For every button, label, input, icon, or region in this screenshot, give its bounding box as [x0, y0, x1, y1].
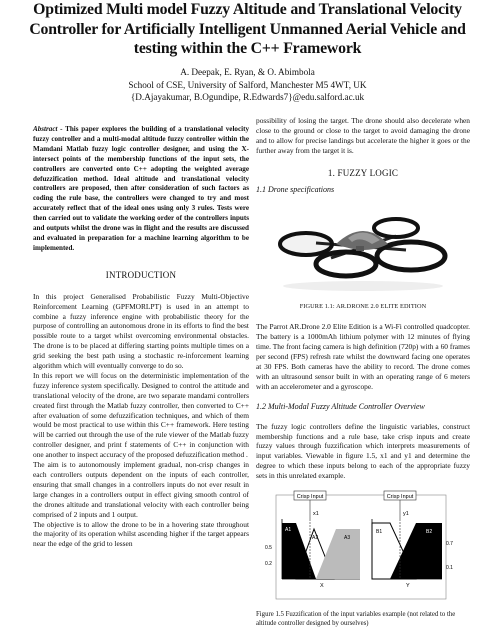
fuzzy-controller-paragraph: The fuzzy logic controllers define the linguistic variables, construct membership functions and a rule base, take crisp inputs and create fuzzy values through fuzzification which interprets measurements of input variables. Viewable in figure 1.5, x1 and y1 and determine the degree to which these inputs belong to each of the appropriate fuzzy sets in this unrelated example.: [256, 421, 470, 481]
abstract-label: Abstract: [33, 125, 58, 133]
y-axis-label: Y: [406, 583, 410, 590]
author-affiliation: School of CSE, University of Salford, Manchester M5 4WT, UK: [128, 79, 367, 90]
section-1-heading: 1. FUZZY LOGIC: [327, 167, 399, 178]
mu-b1-value: 0.1: [446, 565, 453, 572]
y1-label: y1: [403, 511, 409, 518]
x1-label: x1: [313, 511, 319, 518]
mu-a1-value: 0.5: [265, 545, 272, 552]
mu-a2-value: 0.2: [265, 561, 272, 568]
abstract: [33, 125, 249, 254]
x-axis-label: X: [320, 583, 324, 590]
left-column: [33, 125, 249, 549]
drone-spec-paragraph: The Parrot AR.Drone 2.0 Elite Edition is a Wi-Fi controlled quadcopter. The battery is a 1000mAh lithium polymer with 12 minutes of flying time. The front facing camera is high definition (720p) with a 60 frames per second (FPS) refresh rate whilst the downward facing one operates at 30 FPS. Both cameras have the ability to record. The drone comes with an ultrasound sensor built in with an operating range of 6 meters with an accelerometer and a gyroscope.: [256, 322, 470, 391]
mu-b2-value: 0.7: [446, 541, 453, 548]
fuzzification-figure: [256, 489, 470, 604]
crisp-input-label-2: Crisp Input: [386, 494, 414, 501]
drone-photo: [256, 198, 470, 298]
author-block: [30, 66, 465, 104]
introduction-heading: INTRODUCTION: [105, 269, 177, 280]
intro-paragraph-4: The objective is to allow the drone to be in a hovering state throughout the majority of its operation whilst ascending higher if the target appears near the edge of the grid to lessen: [33, 519, 249, 549]
author-emails: {D.Ajayakumar, B.Ogundipe, R.Edwards7}@edu.salford.ac.uk: [130, 92, 365, 102]
subsection-1-1-heading: 1.1 Drone specifications: [256, 184, 335, 194]
fuzzification-diagram: [256, 489, 470, 604]
intro-paragraph-3: The aim is to autonomously implement gradual, non-crisp changes in each controllers outputs dependent on the inputs of each controller, ensuring that small changes in a controllers inputs do not ever result in large changes in a controllers output in effect giving smooth control of the drones altitude and translational velocity with each controller being comprised of 2 inputs and 1 output.: [33, 460, 249, 519]
set-a3-label: A3: [344, 535, 351, 542]
figure-1-1-caption: FIGURE 1.1: AR.DRONE 2.0 ELITE EDITION: [299, 303, 427, 311]
right-column: [256, 116, 470, 628]
set-a1-label: A1: [285, 527, 292, 534]
paper-title: Optimized Multi model Fuzzy Altitude and Translational Velocity Controller for Artificially Intelligent Unmanned Aerial Vehicle and testing within the C++ Framework: [29, 1, 466, 57]
set-b2-label: B2: [426, 529, 433, 536]
intro-paragraph-1: In this project Generalised Probabilistic Fuzzy Multi-Objective Reinforcement Learning (GPFMORLPT) is used in an attempt to combine a fuzzy inference engine with probabilistic theory for the purpose of controlling an autonomous drone in its efforts to find the best possible route to a target whilst overcoming environmental obstacles. The drone is to be placed at differing starting points multiple times on a grid seeking the best path using a stochastic re-inforcement learning algorithm which will eventually converge to do so.: [33, 291, 249, 371]
set-a2-label: A2: [312, 535, 319, 542]
author-names: A. Deepak, E. Ryan, & O. Abimbola: [180, 67, 315, 77]
crisp-input-label-1: Crisp Input: [296, 494, 324, 501]
continued-paragraph: possibility of losing the target. The drone should also decelerate when close to the ground or close to the target to avoid damaging the drone and to allow for precise landings but accelerate the higher it goes or the further away from the target it is.: [256, 116, 470, 155]
ar-drone-illustration: [256, 198, 470, 298]
set-b1-label: B1: [376, 529, 383, 536]
intro-paragraph-2: In this report we will focus on the deterministic implementation of the fuzzy inference system specifically. Designed to control the attitude and translational velocity of the drone, are two separate mandami controllers created first through the Matlab fuzzy controller, then converted to C++ after evaluation of some defuzzification techniques, and which of them would be most practical to use within this C++ framework. Here testing will be carried out through the use of the rule viewer of the Matlab fuzzy controller designer, and print f statements of C++ in conjunction with one another to inspect accuracy of the proposed defuzzification method .: [33, 370, 249, 460]
abstract-text: - This paper explores the building of a translational velocity fuzzy controller and a multi-modal altitude fuzzy controller within the Mamdani Matlab fuzzy logic controller designer, and using the X- intersect points of the membership functions of the input sets, the controllers are converted onto C++ adopting the weighted average defuzzification method. Ideal altitude and translational velocity controllers are proposed, then after consideration of such factors as coding the rule base, the controllers were changed to try and most accurately reflect that of the ideal ones using only 3 rules. Tests were then carried out to validate the working order of the controllers inputs and outputs whilst the drone was in flight and the results are discussed and evaluated in preparation for a machine learning algorithm to be implemented.: [33, 125, 249, 252]
figure-1-5-caption: Figure 1.5 Fuzzification of the input variables example (not related to the altitude controller designed by ourselves): [256, 611, 456, 628]
subsection-1-2-heading: 1.2 Multi-Modal Fuzzy Altitude Controller Overview: [256, 401, 425, 411]
